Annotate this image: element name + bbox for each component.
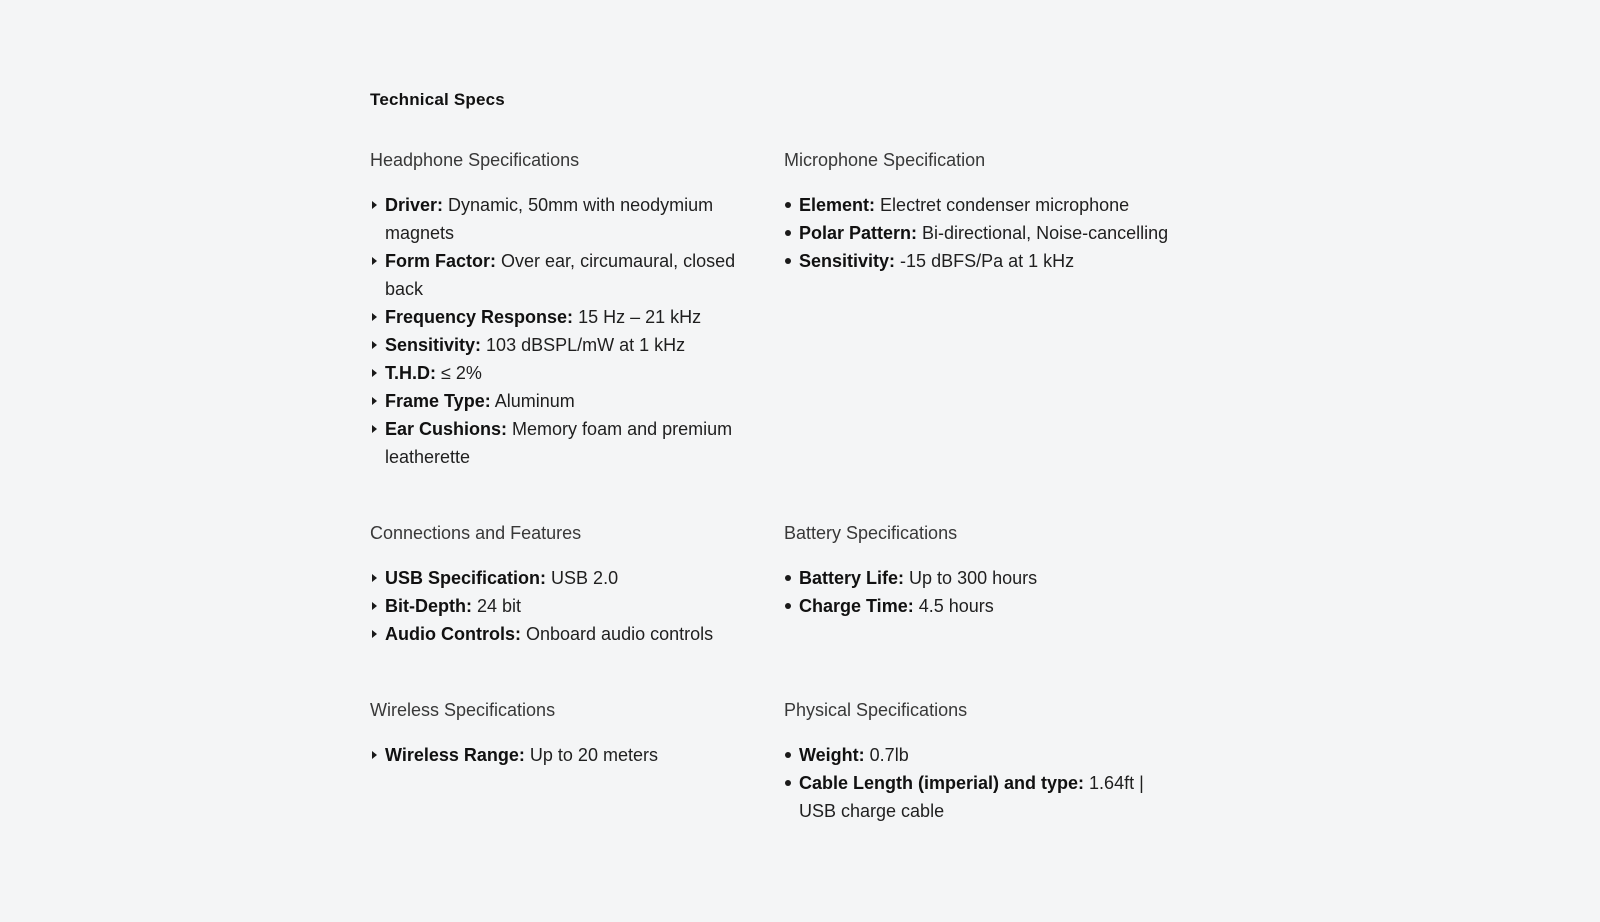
spec-list — [370, 741, 775, 769]
spec-section — [784, 148, 1198, 471]
section-heading: Microphone Specification — [784, 150, 986, 170]
spec-section — [370, 698, 784, 825]
section-heading: Headphone Specifications — [370, 150, 580, 170]
spec-value: USB 2.0 — [551, 568, 619, 588]
spec-list — [784, 564, 1177, 620]
spec-label: Bit-Depth: — [385, 596, 472, 616]
spec-section — [370, 148, 784, 471]
spec-item — [385, 303, 775, 331]
spec-value: -15 dBFS/Pa at 1 kHz — [900, 251, 1075, 271]
spec-section — [784, 698, 1198, 825]
section-heading: Physical Specifications — [784, 700, 968, 720]
spec-item — [799, 564, 1177, 592]
spec-item — [799, 592, 1177, 620]
spec-label: Frame Type: — [385, 391, 491, 411]
spec-item — [385, 191, 775, 247]
section-heading: Battery Specifications — [784, 523, 958, 543]
spec-value: 24 bit — [477, 596, 522, 616]
spec-label: Frequency Response: — [385, 307, 574, 327]
spec-label: Ear Cushions: — [385, 419, 508, 439]
spec-label: Cable Length (imperial) and type: — [799, 773, 1085, 793]
spec-value: Dynamic, 50mm with neodymium magnets — [385, 195, 714, 243]
spec-item — [799, 741, 1177, 769]
spec-list — [370, 191, 775, 471]
spec-label: Charge Time: — [799, 596, 914, 616]
spec-label: USB Specification: — [385, 568, 547, 588]
spec-label: Weight: — [799, 745, 865, 765]
section-heading: Connections and Features — [370, 523, 582, 543]
spec-label: Sensitivity: — [385, 335, 482, 355]
spec-value: Onboard audio controls — [526, 624, 714, 644]
page-title: Technical Specs — [370, 90, 505, 109]
spec-label: Form Factor: — [385, 251, 497, 271]
spec-value: 103 dBSPL/mW at 1 kHz — [486, 335, 686, 355]
spec-value: 4.5 hours — [918, 596, 994, 616]
spec-label: Wireless Range: — [385, 745, 525, 765]
spec-label: Element: — [799, 195, 876, 215]
spec-value: ≤ 2% — [441, 363, 482, 383]
spec-item — [385, 592, 775, 620]
spec-section — [784, 521, 1198, 648]
spec-item — [385, 415, 775, 471]
spec-label: T.H.D: — [385, 363, 436, 383]
spec-value: Bi-directional, Noise-cancelling — [922, 223, 1169, 243]
spec-label: Polar Pattern: — [799, 223, 918, 243]
spec-value: Up to 20 meters — [529, 745, 658, 765]
spec-item — [385, 331, 775, 359]
spec-value: Over ear, circumaural, closed back — [385, 251, 736, 299]
spec-item — [799, 769, 1177, 825]
spec-list — [370, 564, 775, 648]
spec-section — [370, 521, 784, 648]
spec-value: Electret condenser microphone — [880, 195, 1130, 215]
specs-grid — [370, 148, 1600, 875]
spec-item — [385, 387, 775, 415]
spec-item — [385, 247, 775, 303]
spec-value: Aluminum — [494, 391, 575, 411]
spec-value: 0.7lb — [869, 745, 909, 765]
spec-value: 1.64ft | USB charge cable — [799, 773, 1144, 821]
spec-label: Battery Life: — [799, 568, 905, 588]
spec-label: Sensitivity: — [799, 251, 896, 271]
spec-item — [799, 191, 1177, 219]
spec-item — [799, 247, 1177, 275]
spec-value: Up to 300 hours — [909, 568, 1038, 588]
spec-list — [784, 191, 1177, 275]
spec-item — [799, 219, 1177, 247]
spec-label: Audio Controls: — [385, 624, 521, 644]
spec-value: Memory foam and premium leatherette — [385, 419, 733, 467]
spec-list — [784, 741, 1177, 825]
section-heading: Wireless Specifications — [370, 700, 556, 720]
spec-item — [385, 359, 775, 387]
spec-label: Driver: — [385, 195, 444, 215]
spec-item — [385, 620, 775, 648]
spec-item — [385, 564, 775, 592]
spec-item — [385, 741, 775, 769]
spec-value: 15 Hz – 21 kHz — [578, 307, 702, 327]
